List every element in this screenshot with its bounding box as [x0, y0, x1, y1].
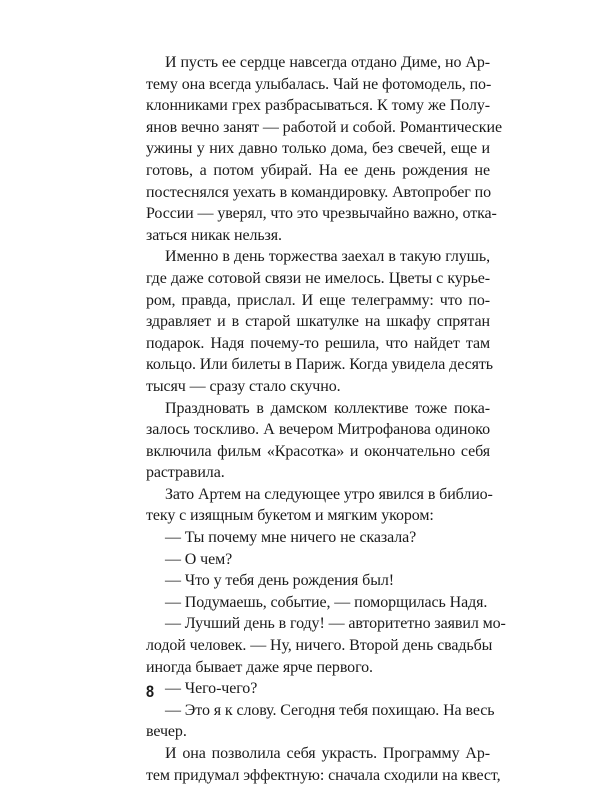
text-line: тем придумал эффектную: сначала сходили на квест, [146, 766, 501, 784]
text-line: — Подумаешь, событие, — поморщилась Надя. [165, 593, 488, 611]
text-line: растравила. [146, 464, 225, 482]
text-line: вечер. [146, 723, 187, 741]
text-line: Зато Артем на следующее утро явился в библио- [165, 485, 493, 503]
text-line: — О чем? [165, 550, 233, 568]
text-line: — Это я к слову. Сегодня тебя похищаю. На весь [165, 701, 495, 719]
text-line: ужины у них давно только дома, без свечей, еще и [146, 140, 490, 158]
text-line: — Ты почему мне ничего не сказала? [165, 529, 417, 547]
text-line: подарок. Надя почему-то решила, что найдет там [146, 334, 490, 352]
text-line: постеснялся уехать в командировку. Автопробег по [146, 183, 491, 201]
text-line: заться никак нельзя. [146, 226, 282, 244]
text-line: тысяч — сразу стало скучно. [146, 377, 341, 395]
text-line: здравляет и в старой шкатулке на шкафу спрятан [146, 313, 490, 331]
text-line: кольцо. Или билеты в Париж. Когда увидела десять [146, 356, 493, 374]
text-line: ром, правда, прислал. И еще телеграмму: что по- [146, 291, 490, 309]
text-line: где даже сотовой связи не имелось. Цветы с курье- [146, 269, 490, 287]
text-line: тему она всегда улыбалась. Чай не фотомодель, по- [146, 75, 492, 93]
text-line: включила фильм «Красотка» и окончательно себя [146, 442, 490, 460]
text-line: готовь, а потом убирай. На ее день рождения не [146, 161, 490, 179]
body-text [146, 52, 506, 786]
text-line: клонниками грех разбрасываться. К тому же Полу- [146, 97, 490, 115]
text-line: янов вечно занят — работой и собой. Романтические [146, 118, 502, 136]
text-line: лодой человек. — Ну, ничего. Второй день свадьбы [146, 637, 493, 655]
text-line: теку с изящным букетом и мягким укором: [146, 507, 434, 525]
text-line: И пусть ее сердце навсегда отдано Диме, но Ар- [165, 54, 490, 71]
text-line: залось тоскливо. А вечером Митрофанова одиноко [146, 421, 490, 439]
text-line: И она позволила себя украсть. Программу Ар- [165, 745, 490, 762]
text-line: Праздновать в дамском коллективе тоже пока- [165, 399, 490, 417]
text-line: — Что у тебя день рождения был! [165, 572, 394, 590]
text-line: — Лучший день в году! — авторитетно заявил мо- [165, 615, 506, 633]
text-line: России — уверял, что это чрезвычайно важно, отка- [146, 205, 497, 223]
text-line: иногда бывает даже ярче первого. [146, 658, 373, 676]
page-number: 8 [146, 682, 155, 701]
text-line: — Чего-чего? [165, 680, 258, 698]
text-line: Именно в день торжества заехал в такую глушь, [165, 248, 490, 266]
